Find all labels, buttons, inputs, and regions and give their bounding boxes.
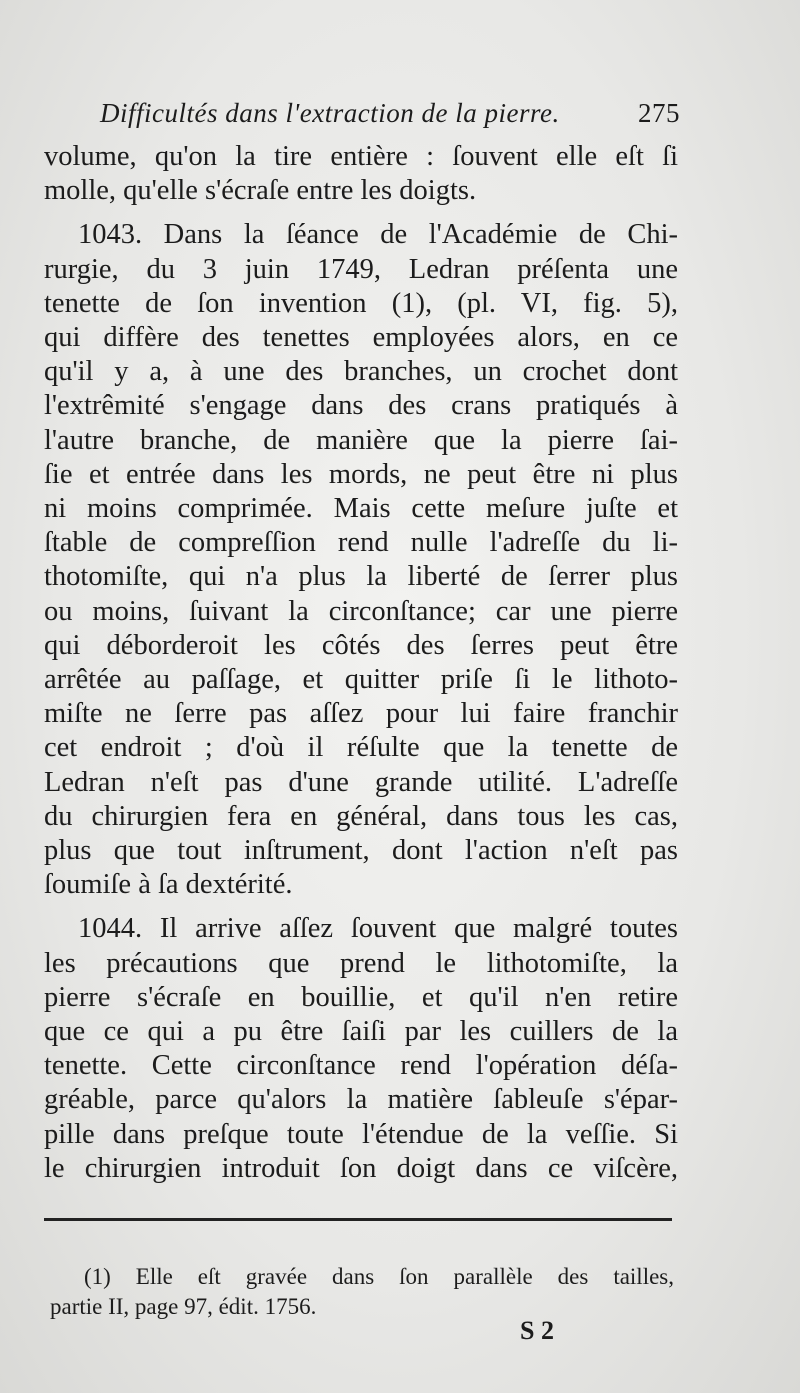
footnote-line: partie II, page 97, édit. 1756.	[50, 1294, 317, 1319]
text-line: l'extrêmité s'engage dans des crans pratiqués à	[44, 390, 678, 422]
text-line: gréable, parce qu'alors la matière ſableuſe s'épar-	[44, 1084, 678, 1116]
text-line: le chirurgien introduit ſon doigt dans ce viſcère,	[44, 1152, 678, 1184]
paragraph-continued	[44, 140, 678, 208]
text-line: qu'il y a, à une des branches, un crochet dont	[44, 356, 678, 388]
text-line: cet endroit ; d'où il réſulte que la tenette de	[44, 732, 678, 764]
running-header	[100, 98, 680, 129]
text-line: du chirurgien fera en général, dans tous les cas,	[44, 800, 678, 832]
page-number: 275	[638, 98, 680, 128]
text-line: qui diffère des tenettes employées alors, en ce	[44, 322, 678, 354]
text-line: tenette. Cette circonſtance rend l'opération déſa-	[44, 1050, 678, 1082]
running-title: Difficultés dans l'extraction de la pierre.	[100, 98, 560, 128]
text-line: ſie et entrée dans les mords, ne peut être ni plus	[44, 458, 678, 490]
text-line: pille dans preſque toute l'étendue de la veſſie. Si	[44, 1118, 678, 1150]
text-line: tenette de ſon invention (1), (pl. VI, fig. 5),	[44, 287, 678, 319]
text-line: que ce qui a pu être ſaiſi par les cuillers de la	[44, 1016, 678, 1048]
body-text	[44, 140, 678, 1186]
footnote-line: (1) Elle eſt gravée dans ſon parallèle des tailles,	[84, 1264, 674, 1289]
paragraph-1044	[44, 912, 678, 1186]
text-line: thotomiſte, qui n'a plus la liberté de ſerrer plus	[44, 561, 678, 593]
footnote-rule	[44, 1218, 672, 1221]
paragraph-1043	[44, 218, 678, 902]
text-line: ſoumiſe à ſa dextérité.	[44, 869, 293, 901]
footnote	[50, 1262, 674, 1322]
text-line: arrêtée au paſſage, et quitter priſe ſi le lithoto-	[44, 664, 678, 696]
text-line: pierre s'écraſe en bouillie, et qu'il n'en retire	[44, 981, 678, 1013]
text-line: ou moins, ſuivant la circonſtance; car une pierre	[44, 595, 678, 627]
text-line: molle, qu'elle s'écraſe entre les doigts.	[44, 175, 477, 207]
text-line: ſtable de compreſſion rend nulle l'adreſſe du li-	[44, 527, 678, 559]
text-line: plus que tout inſtrument, dont l'action n'eſt pas	[44, 835, 678, 867]
text-line: l'autre branche, de manière que la pierre ſai-	[44, 424, 678, 456]
text-line: ni moins comprimée. Mais cette meſure juſte et	[44, 493, 678, 525]
text-line: les précautions que prend le lithotomiſte, la	[44, 947, 678, 979]
signature-mark: S 2	[520, 1316, 554, 1345]
text-line: 1044. Il arrive aſſez ſouvent que malgré toutes	[78, 913, 678, 945]
text-line: Ledran n'eſt pas d'une grande utilité. L'adreſſe	[44, 766, 678, 798]
text-line: 1043. Dans la ſéance de l'Académie de Chi-	[78, 219, 678, 251]
text-line: qui déborderoit les côtés des ſerres peut être	[44, 629, 678, 661]
text-line: volume, qu'on la tire entière : ſouvent elle eſt ſi	[44, 141, 678, 172]
text-line: rurgie, du 3 juin 1749, Ledran préſenta une	[44, 253, 678, 285]
text-line: miſte ne ſerre pas aſſez pour lui faire franchir	[44, 698, 678, 730]
